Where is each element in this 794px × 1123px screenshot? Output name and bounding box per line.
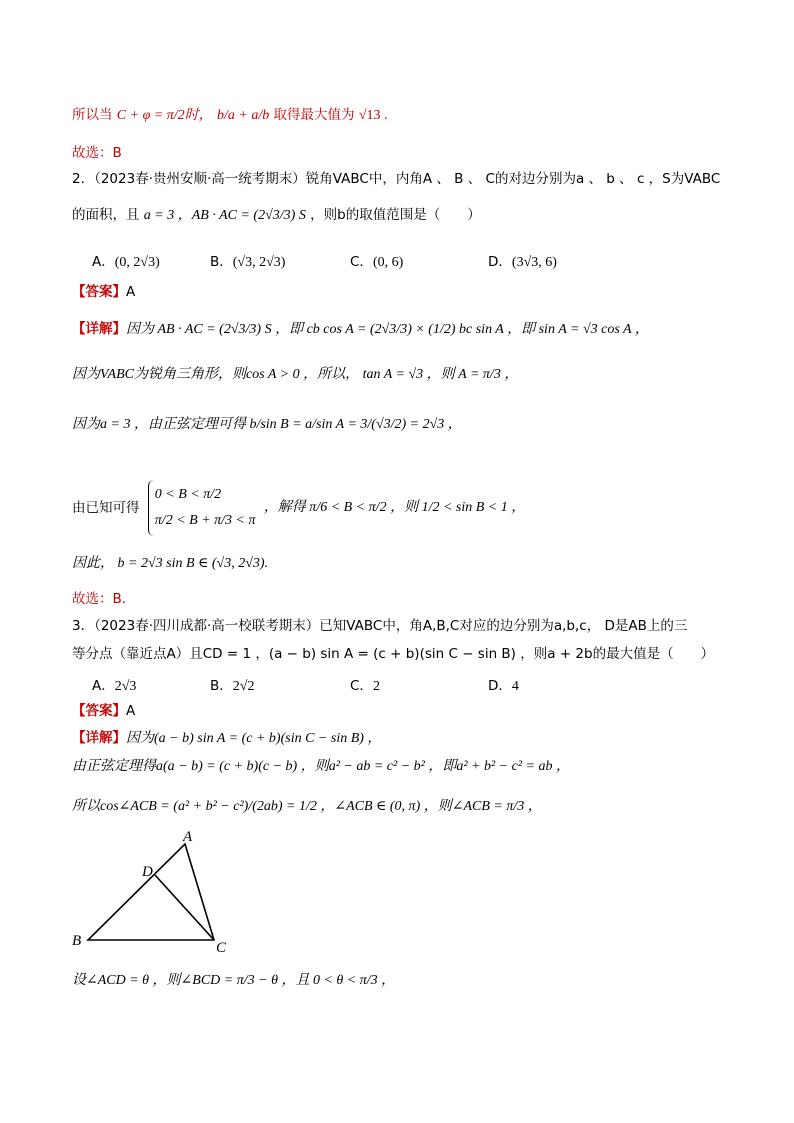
q3-stem1: 已知VABC中，角A,B,C对应的边分别为a,b,c， D是AB上的三 <box>319 618 688 634</box>
q2-given: a = 3 ，AB · AC = (2√3/3) S <box>143 208 306 223</box>
q3-source: （2023春·四川成都·高一校联考期末） <box>94 618 320 634</box>
top-value: √13 . <box>358 108 388 123</box>
q2-stem2-suffix: ，则b的取值范围是（ ） <box>310 207 481 223</box>
q2-detail-4 <box>72 480 525 536</box>
q2-detail-3: 因为a = 3 ，由正弦定理可得 b/sin B = a/sin A = 3/(√3/2) = 2√3 ， <box>72 417 462 432</box>
triangle-abc <box>88 844 214 940</box>
q3-answer <box>72 702 135 720</box>
q3-option-d: D．4 <box>488 678 519 694</box>
q3-stem-line1 <box>72 617 687 635</box>
top-suffix: 取得最大值为 <box>273 107 355 123</box>
q2-detail-1 <box>72 320 649 339</box>
q2-detail-2: 因为VABC为锐角三角形，则cos A > 0 ，所以， tan A = √3 ，则 A = π/3 ， <box>72 367 519 382</box>
q2-system-row-2: π/2 < B + π/3 < π <box>154 513 256 528</box>
q3-detail-2: 由正弦定理得a(a − b) = (c + b)(c − b) ，则a² − ab = c² − b² ，即a² + b² − c² = ab ， <box>72 759 570 774</box>
q2-stem-line2 <box>72 206 481 225</box>
q2-detail-4-suffix: ，解得 π/6 < B < π/2 ，则 1/2 < sin B < 1 ， <box>263 500 526 515</box>
q2-system-row-1: 0 < B < π/2 <box>154 487 222 502</box>
q3-stem-line2: 等分点（靠近点A）且CD = 1 ，(a − b) sin A = (c + b)(sin C − sin B) ，则a + 2b的最大值是（ ） <box>72 646 715 662</box>
q2-option-a: A．(0, 2√3) <box>92 254 160 270</box>
q2-option-d: D．(3√3, 6) <box>488 254 557 270</box>
label-d: D <box>142 864 153 880</box>
q3-detail-1 <box>72 729 381 748</box>
q3-answer-value: A <box>126 703 136 719</box>
q2-number: 2． <box>72 171 95 187</box>
top-conclusion <box>72 106 388 125</box>
q2-detail-tag: 【详解】 <box>72 321 126 337</box>
q2-choose: 故选：B. <box>72 591 127 607</box>
q3-number: 3． <box>72 618 95 634</box>
q3-option-c: C．2 <box>350 678 380 694</box>
q3-detail-3: 所以cos∠ACB = (a² + b² − c²)/(2ab) = 1/2 ，∠ACB ∈ (0, π) ，则∠ACB = π/3 ， <box>72 799 542 814</box>
triangle-figure <box>68 828 238 956</box>
top-prefix: 所以当 <box>72 107 113 123</box>
q2-answer <box>72 283 135 301</box>
q2-detail-5: 因此， b = 2√3 sin B ∈ (√3, 2√3). <box>72 556 269 571</box>
q2-detail-4-prefix: 由已知可得 <box>72 500 140 516</box>
q2-option-c: C．(0, 6) <box>350 254 404 270</box>
top-answer: 故选：B <box>72 145 122 161</box>
q2-stem1: 锐角VABC中，内角A 、 B 、 C的对边分别为a 、 b 、 c ，S为VABC <box>305 171 721 187</box>
q3-answer-tag: 【答案】 <box>72 703 126 719</box>
q3-detail-1-text: 因为(a − b) sin A = (c + b)(sin C − sin B) ， <box>126 731 382 746</box>
top-expression: b/a + a/b <box>216 108 270 123</box>
q2-stem2-prefix: 的面积，且 <box>72 207 140 223</box>
q3-detail-tag: 【详解】 <box>72 730 126 746</box>
top-condition: C + φ = π/2时， <box>116 108 213 123</box>
q2-answer-tag: 【答案】 <box>72 284 126 300</box>
q2-stem-line1 <box>72 170 720 188</box>
q3-detail-4: 设∠ACD = θ ，则∠BCD = π/3 − θ ，且 0 < θ < π/3 ， <box>72 973 396 988</box>
label-c: C <box>216 940 227 956</box>
label-a: A <box>183 829 193 845</box>
q2-source: （2023春·贵州安顺·高一统考期末） <box>94 171 306 187</box>
q2-detail-1-text: 因为 AB · AC = (2√3/3) S ，即 cb cos A = (2√3/3) × (1/2) bc sin A ，即 sin A = √3 cos A ， <box>126 322 649 337</box>
q2-inequality-system <box>148 480 256 536</box>
label-b: B <box>72 933 82 949</box>
q3-option-b: B．2√2 <box>210 678 255 694</box>
q3-option-a: A．2√3 <box>92 678 137 694</box>
q2-option-b: B．(√3, 2√3) <box>210 254 286 270</box>
segment-cd <box>155 875 214 940</box>
q2-answer-value: A <box>126 284 136 300</box>
